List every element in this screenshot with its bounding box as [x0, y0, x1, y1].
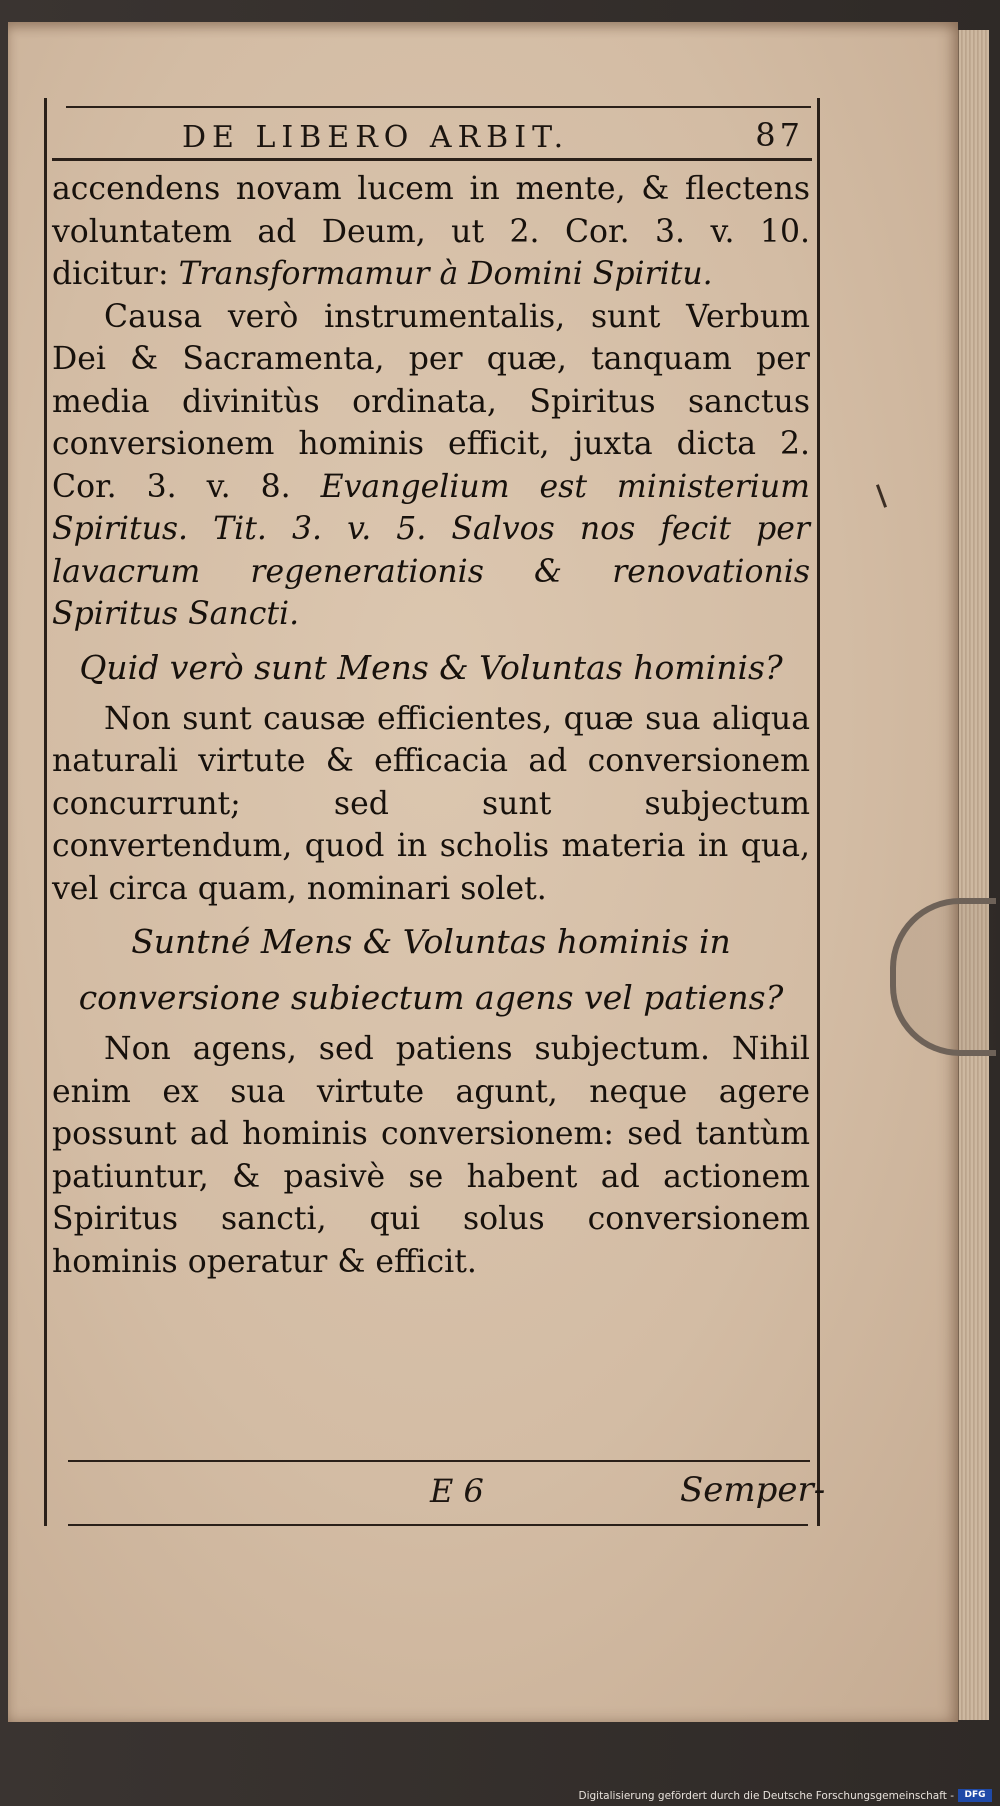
running-header — [52, 102, 812, 160]
main-text — [52, 168, 810, 1283]
bottom-rule — [68, 1524, 808, 1526]
paragraph-1-quote: Transformamur à Domini Spiritu. — [178, 256, 713, 292]
paragraph-3: Non sunt causæ efficientes, quæ sua aliqua naturali virtute & efficacia ad conversionem concurrunt; sed sunt subjectum convertendum, quod in scholis materia in qua, vel circa quam, nominari solet. — [52, 700, 810, 907]
footer-rule — [68, 1460, 810, 1462]
dfg-logo: DFG — [958, 1789, 992, 1802]
digitization-credit: Digitalisierung gefördert durch die Deutsche Forschungsgemeinschaft - — [578, 1790, 954, 1802]
page-edges — [958, 30, 989, 1720]
paragraph-2-quote: Evangelium est ministerium Spiritus. Tit. 3. v. 5. Salvos nos fecit per lavacrum regenerationis & renovationis Spiritus Sancti. — [52, 468, 810, 632]
catchword: Semper- — [680, 1470, 826, 1510]
paragraph-1 — [52, 168, 810, 296]
paragraph-1-text: accendens novam lucem in mente, & flectens voluntatem ad Deum, ut 2. Cor. 3. v. 10. dicitur: — [52, 171, 810, 292]
question-heading-1: Quid verò sunt Mens & Voluntas hominis? — [79, 647, 783, 687]
running-title: DE LIBERO ARBIT. — [182, 120, 570, 155]
question-heading-2: Suntné Mens & Voluntas hominis in conversione subiectum agens vel patiens? — [78, 922, 784, 1017]
page-number: 87 — [755, 116, 804, 154]
header-rule — [52, 158, 812, 161]
signature-mark: E 6 — [430, 1472, 484, 1510]
paragraph-4: Non agens, sed patiens subjectum. Nihil enim ex sua virtute agunt, neque agere possunt ad hominis conversionem: sed tantùm patiuntur, & pasivè se habent ad actionem Spiritus sancti, qui solus conversionem hominis operatur & efficit. — [52, 1031, 810, 1280]
paragraph-2-text: Causa verò instrumentalis, sunt Verbum Dei & Sacramenta, per quæ, tanquam per media divinitùs ordinata, Spiritus sanctus conversionem hominis efficit, juxta dicta 2. Cor. 3. v. 8. — [52, 298, 810, 505]
paragraph-2 — [52, 296, 810, 636]
